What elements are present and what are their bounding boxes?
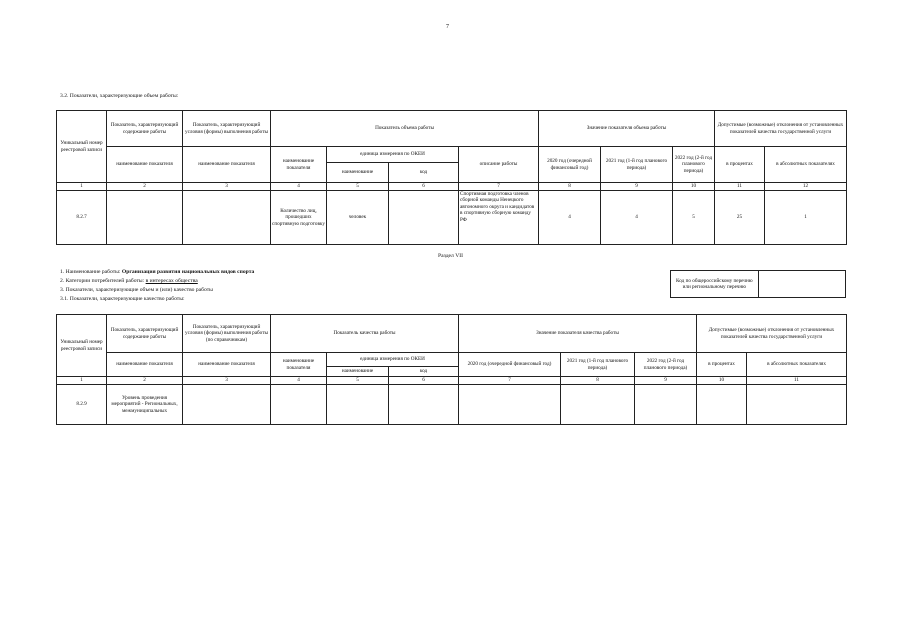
col-number: 7: [459, 377, 561, 385]
hdr-okei-name: наименование: [327, 367, 389, 377]
row-content: Уровень проведения мероприятий - Региональных, межмуниципальных: [107, 385, 183, 425]
hdr-year-2020: 2020 год (очередной финансовый год): [459, 353, 561, 377]
row-okei-code-empty: [389, 191, 459, 245]
hdr-content: Показатель, характеризующий содержание работы: [107, 111, 183, 147]
registry-code-label: Код по общероссийскому перечню или региональному перечню: [671, 271, 759, 298]
row-empty-cell: [697, 385, 747, 425]
hdr-content-name: наименование показателя: [107, 147, 183, 183]
col-number: 11: [747, 377, 847, 385]
col-number: 2: [107, 377, 183, 385]
row-value-2022: 5: [673, 191, 715, 245]
row-content-empty: [107, 191, 183, 245]
hdr-okei-name: наименование: [327, 163, 389, 183]
row-empty-cell: [747, 385, 847, 425]
col-number: 10: [673, 183, 715, 191]
row-indicator: Количество лиц, прошедших спортивную подготовку: [271, 191, 327, 245]
col-number: 9: [601, 183, 673, 191]
col-number: 10: [697, 377, 747, 385]
hdr-okei-code: код: [389, 367, 459, 377]
consumers-prefix: 2. Категории потребителей работы:: [60, 278, 145, 284]
work-name-line: [60, 268, 254, 276]
col-number: 6: [389, 377, 459, 385]
col-number: 2: [107, 183, 183, 191]
hdr-deviation: Допустимые (возможные) отклонения от установленных показателей качества государственной услуги: [715, 111, 847, 147]
hdr-year-2022: 2022 год (2-й год планового периода): [673, 147, 715, 183]
col-number: 4: [271, 377, 327, 385]
hdr-conditions-name: наименование показателя: [183, 147, 271, 183]
col-number: 8: [561, 377, 635, 385]
indicators-line: 3. Показатели, характеризующие объем и (или) качество работы: [60, 287, 213, 293]
volume-indicators-table: [56, 110, 847, 245]
hdr-okei: единица измерения по ОКЕИ: [327, 147, 459, 163]
row-value-2021: 4: [601, 191, 673, 245]
hdr-volume-indicator: Показатель объема работы: [271, 111, 539, 147]
hdr-absolute: в абсолютных показателях: [765, 147, 847, 183]
quality-heading: 3.1. Показатели, характеризующие качество работы:: [60, 296, 185, 302]
section-title: Раздел VII: [438, 253, 463, 259]
col-number: 9: [635, 377, 697, 385]
registry-code-box: [670, 270, 846, 298]
hdr-percent: в процентах: [715, 147, 765, 183]
col-number: 8: [539, 183, 601, 191]
row-empty-cell: [271, 385, 327, 425]
row-empty-cell: [327, 385, 389, 425]
hdr-description: описание работы: [459, 147, 539, 183]
hdr-content: Показатель, характеризующий содержание работы: [107, 315, 183, 353]
work-name-prefix: 1. Наименование работы:: [60, 269, 121, 275]
page-number: 7: [446, 24, 449, 30]
row-empty-cell: [635, 385, 697, 425]
col-number: 3: [183, 377, 271, 385]
row-percent: 25: [715, 191, 765, 245]
row-code: 8.2.7: [57, 191, 107, 245]
row-empty-cell: [459, 385, 561, 425]
col-number: 7: [459, 183, 539, 191]
col-number: 4: [271, 183, 327, 191]
hdr-volume-values: Значение показателя объема работы: [539, 111, 715, 147]
col-number: 1: [57, 183, 107, 191]
hdr-content-name: наименование показателя: [107, 353, 183, 377]
col-number: 5: [327, 183, 389, 191]
row-unit: человек: [327, 191, 389, 245]
row-conditions-empty: [183, 191, 271, 245]
hdr-year-2022: 2022 год (2-й год планового периода): [635, 353, 697, 377]
registry-code-value: [758, 271, 845, 298]
hdr-percent: в процентах: [697, 353, 747, 377]
col-number: 11: [715, 183, 765, 191]
row-empty-cell: [389, 385, 459, 425]
row-value-2020: 4: [539, 191, 601, 245]
row-empty-cell: [183, 385, 271, 425]
hdr-indicator-name: наименование показателя: [271, 353, 327, 377]
hdr-okei: единица измерения по ОКЕИ: [327, 353, 459, 367]
row-empty-cell: [561, 385, 635, 425]
hdr-quality-indicator: Показатель качества работы: [271, 315, 459, 353]
consumers-line: [60, 277, 198, 285]
col-number: 12: [765, 183, 847, 191]
hdr-conditions: Показатель, характеризующий условия (формы) выполнения работы (по справочникам): [183, 315, 271, 353]
table-row: [57, 191, 847, 245]
col-number: 3: [183, 183, 271, 191]
work-name-value: Организация развития национальных видов спорта: [121, 269, 255, 275]
row-absolute: 1: [765, 191, 847, 245]
table-row: [57, 385, 847, 425]
hdr-year-2021: 2021 год (1-й год планового периода): [601, 147, 673, 183]
hdr-quality-values: Значение показателя качества работы: [459, 315, 697, 353]
col-number: 1: [57, 377, 107, 385]
quality-indicators-table: [56, 314, 847, 425]
hdr-year-2021: 2021 год (1-й год планового периода): [561, 353, 635, 377]
row-code: 8.2.9: [57, 385, 107, 425]
hdr-year-2020: 2020 год (очередной финансовый год): [539, 147, 601, 183]
hdr-conditions: Показатель, характеризующий условия (формы) выполнения работы: [183, 111, 271, 147]
consumers-value: в интересах общества: [145, 278, 198, 284]
hdr-unique-number: Уникальный номер реестровой записи: [57, 315, 107, 377]
col-number: 5: [327, 377, 389, 385]
row-description: Спортивная подготовка членов сборной команды Ненецкого автономного округа и кандидатов в спортивную сборную команду РФ: [459, 191, 539, 245]
hdr-unique-number: Уникальный номер реестровой записи: [57, 111, 107, 183]
hdr-absolute: в абсолютных показателях: [747, 353, 847, 377]
hdr-okei-code: код: [389, 163, 459, 183]
col-number: 6: [389, 183, 459, 191]
hdr-indicator-name: наименование показателя: [271, 147, 327, 183]
hdr-deviation: Допустимые (возможные) отклонения от установленных показателей качества государственной услуги: [697, 315, 847, 353]
volume-heading: 3.2. Показатели, характеризующие объем работы:: [60, 93, 179, 99]
hdr-conditions-name: наименование показателя: [183, 353, 271, 377]
